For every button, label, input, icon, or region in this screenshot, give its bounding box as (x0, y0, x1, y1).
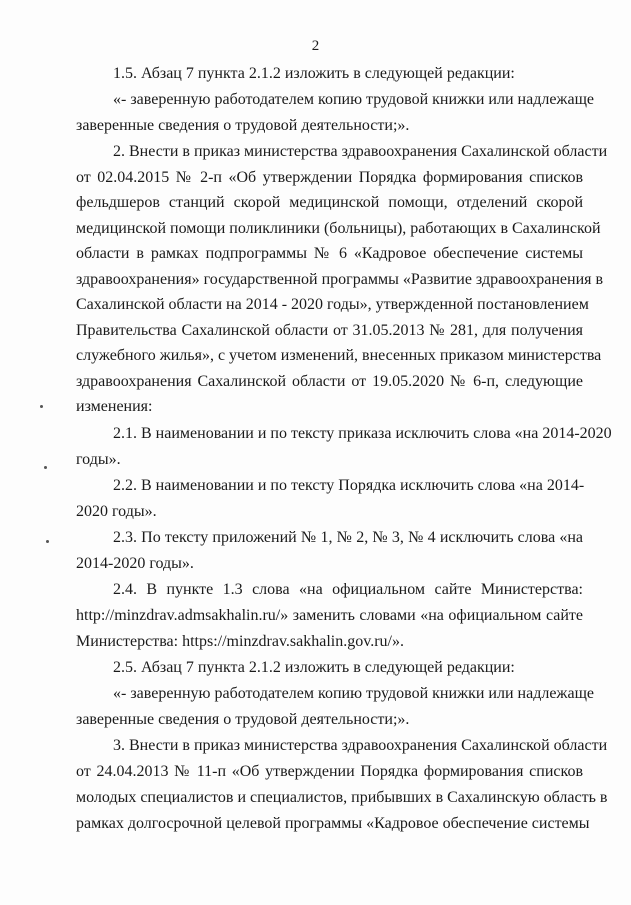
scan-speck (46, 540, 49, 543)
text-line: рамках долгосрочной целевой программы «Кадровое обеспечение системы (76, 815, 590, 832)
text-line: Сахалинской области на 2014 - 2020 годы», утвержденной постановлением (76, 296, 589, 313)
page-number: 2 (311, 38, 320, 54)
text-line: «- заверенную работодателем копию трудовой книжки или надлежаще (113, 91, 594, 108)
text-line: медицинской помощи поликлиники (больницы), работающих в Сахалинской (76, 220, 601, 237)
text-line: 2.1. В наименовании и по тексту приказа исключить слова «на 2014-2020 (113, 425, 612, 442)
text-line: годы». (76, 451, 121, 468)
text-line: области в рамках подпрограммы № 6 «Кадровое обеспечение системы (76, 245, 583, 262)
text-line: служебного жилья», с учетом изменений, внесенных приказом министерства (76, 347, 602, 364)
text-line: от 24.04.2013 № 11-п «Об утверждении Порядка формирования списков (76, 763, 583, 780)
text-line: от 02.04.2015 № 2-п «Об утверждении Порядка формирования списков (76, 169, 583, 186)
text-line: заверенные сведения о трудовой деятельности;». (76, 117, 410, 134)
text-line: здравоохранения» государственной программы «Развитие здравоохранения в (76, 271, 604, 288)
text-line: «- заверенную работодателем копию трудовой книжки или надлежаще (113, 685, 594, 702)
text-line: Правительства Сахалинской области от 31.05.2013 № 281, для получения (76, 322, 583, 339)
text-line: фельдшеров станций скорой медицинской помощи, отделений скорой (76, 194, 583, 211)
scan-speck (44, 466, 47, 469)
text-line: здравоохранения Сахалинской области от 19.05.2020 № 6-п, следующие (76, 373, 583, 390)
text-line: 2014-2020 годы». (76, 555, 194, 572)
text-line: http://minzdrav.admsakhalin.ru/» заменить словами «на официальном сайте (76, 607, 583, 624)
text-line: 2.2. В наименовании и по тексту Порядка исключить слова «на 2014- (113, 477, 585, 494)
text-line: заверенные сведения о трудовой деятельности;». (76, 711, 410, 728)
text-line: молодых специалистов и специалистов, прибывших в Сахалинскую область в (76, 789, 608, 806)
text-line: 2. Внести в приказ министерства здравоохранения Сахалинской области (113, 143, 608, 160)
text-line: Министерства: https://minzdrav.sakhalin.gov.ru/». (76, 633, 404, 650)
text-line: 3. Внести в приказ министерства здравоохранения Сахалинской области (113, 737, 608, 754)
text-line: 2.5. Абзац 7 пункта 2.1.2 изложить в следующей редакции: (113, 659, 515, 676)
text-line: 2.4. В пункте 1.3 слова «на официальном сайте Министерства: (113, 581, 583, 598)
text-line: 1.5. Абзац 7 пункта 2.1.2 изложить в следующей редакции: (113, 65, 515, 82)
text-line: изменения: (76, 398, 153, 415)
text-line: 2.3. По тексту приложений № 1, № 2, № 3, № 4 исключить слова «на (113, 529, 583, 546)
scan-speck (40, 405, 43, 408)
text-line: 2020 годы». (76, 503, 157, 520)
